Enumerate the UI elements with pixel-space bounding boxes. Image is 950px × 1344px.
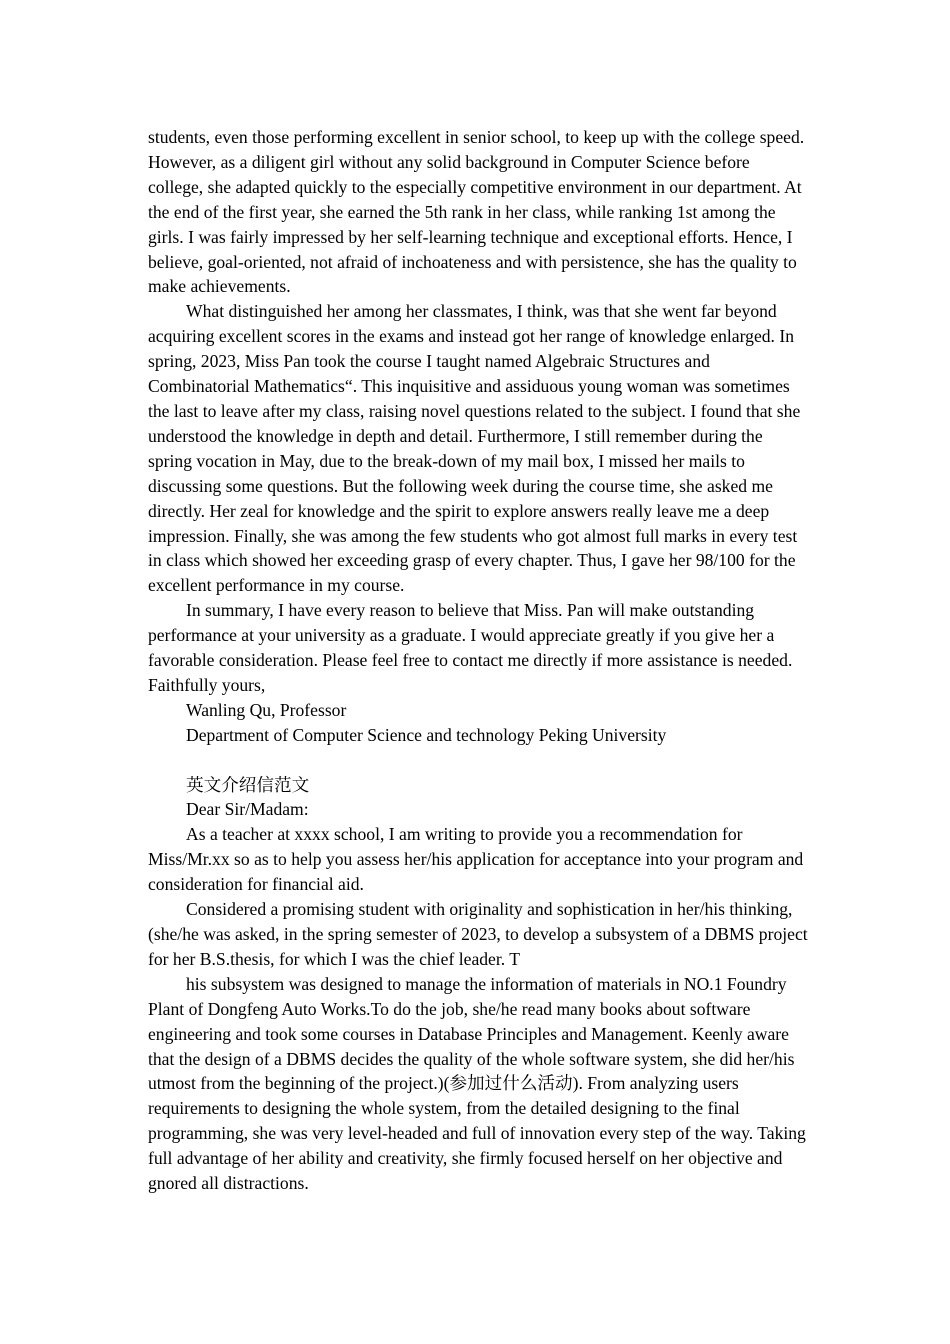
paragraph-distinguished: What distinguished her among her classmates, I think, was that she went far beyond acquiring excellent scores in the exams and instead got her range of knowledge enlarged. In spring, 2023, Miss Pan took the course I taught named Algebraic Structures and Combinatorial Mathematics“. This inquisitive and assiduous young woman was sometimes the last to leave after my class, raising novel questions related to the subject. I found that she understood the knowledge in depth and detail. Furthermore, I still remember during the spring vocation in May, due to the break-down of my mail box, I missed her mails to discussing some questions. But the following week during the course time, she asked me directly. Her zeal for knowledge and the spirit to explore answers really leave me a deep impression. Finally, she was among the few students who got almost full marks in every test in class which showed her exceeding grasp of every chapter. Thus, I gave her 98/100 for the excellent performance in my course. xyxy=(148,301,801,596)
salutation: Dear Sir/Madam: xyxy=(186,799,309,820)
paragraph-considered: Considered a promising student with originality and sophistication in her/his thinking, (she/he was asked, in the spring semester of 2023, to develop a subsystem of a DBMS project for her B.S.thesis, for which I was the chief leader. T xyxy=(148,899,808,969)
signature-name: Wanling Qu, Professor xyxy=(186,699,347,720)
document-body xyxy=(148,125,808,1196)
paragraph-continuation: students, even those performing excellent in senior school, to keep up with the college speed. However, as a diligent girl without any solid background in Computer Science before college, she adapted quickly to the especially competitive environment in our department. At the end of the first year, she earned the 5th rank in her class, while ranking 1st among the girls. I was fairly impressed by her self-learning technique and exceptional efforts. Hence, I believe, goal-oriented, not afraid of inchoateness and with persistence, she has the quality to make achievements. xyxy=(148,127,805,297)
paragraph-summary: In summary, I have every reason to believe that Miss. Pan will make outstanding performance at your university as a graduate. I would appreciate greatly if you give her a favorable consideration. Please feel free to contact me directly if more assistance is needed. Faithfully yours, xyxy=(148,600,793,695)
paragraph-intro: As a teacher at xxxx school, I am writing to provide you a recommendation for Miss/Mr.xx so as to help you assess her/his application for acceptance into your program and consideration for financial aid. xyxy=(148,824,804,895)
paragraph-subsystem: his subsystem was designed to manage the information of materials in NO.1 Foundry Plant of Dongfeng Auto Works.To do the job, she/he read many books about software engineering and took some courses in Database Principles and Management. Keenly aware that the design of a DBMS decides the quality of the whole software system, she did her/his utmost from the beginning of the project.)(参加过什么活动). From analyzing users requirements to designing the whole system, from the detailed designing to the final programming, she was very level-headed and full of innovation every step of the way. Taking full advantage of her ability and creativity, she firmly focused herself on her objective and gnored all distractions. xyxy=(148,973,806,1194)
section-heading: 英文介绍信范文 xyxy=(186,774,310,795)
signature-department: Department of Computer Science and technology Peking University xyxy=(186,724,667,745)
blank-line xyxy=(148,748,808,773)
